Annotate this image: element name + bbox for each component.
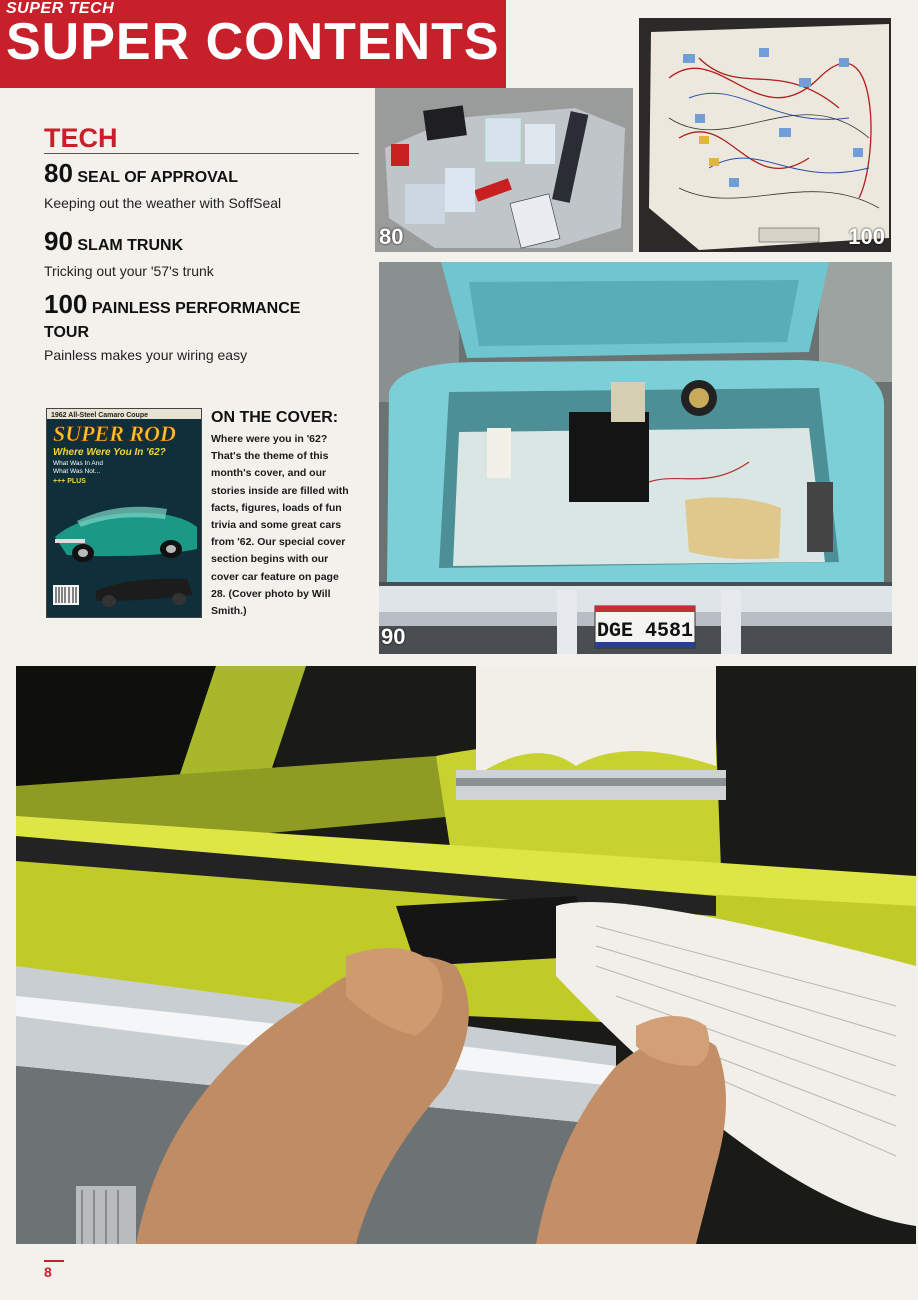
cover-label: ON THE COVER: bbox=[211, 409, 339, 426]
seal-kit-image bbox=[375, 88, 633, 252]
toc-description: Painless makes your wiring easy bbox=[44, 347, 248, 363]
photo-wiring-board[interactable] bbox=[639, 18, 891, 252]
page-title: SUPER CONTENTS bbox=[6, 13, 500, 71]
cover-plus: +++ PLUS bbox=[53, 478, 86, 485]
cover-topline: 1962 All-Steel Camaro Coupe bbox=[51, 412, 148, 419]
cover-headline: Where Were You In '62? bbox=[53, 447, 166, 458]
toc-title: SLAM TRUNK bbox=[77, 237, 184, 254]
section-title: TECH bbox=[44, 124, 359, 154]
toc-page-number: 80 bbox=[44, 158, 73, 188]
cover-thumbnail[interactable] bbox=[46, 408, 202, 618]
page-number-rule bbox=[44, 1260, 64, 1262]
cover-caption bbox=[211, 409, 349, 620]
header-band bbox=[0, 0, 506, 88]
cover-image bbox=[47, 409, 201, 617]
photo-page-badge: 90 bbox=[381, 624, 406, 649]
page-number: 8 bbox=[44, 1264, 52, 1280]
toc-page-number: 100 bbox=[44, 289, 88, 319]
cover-description: Where were you in '62? That's the theme of this month's cover, and our stories inside are filled with facts, figures, loads of fun trivia and some great cars from '62. Our special cover section begins with our cover car feature on page 28. (Cover photo by Will Smith.) bbox=[211, 433, 349, 618]
toc-description: Tricking out your '57's trunk bbox=[44, 263, 214, 279]
photo-seal-kit[interactable] bbox=[375, 88, 633, 252]
section-kicker: SUPER TECH bbox=[6, 0, 115, 17]
cover-sub2: What Was Not... bbox=[53, 468, 101, 475]
photo-trunk[interactable] bbox=[379, 262, 892, 654]
toc-title: SEAL OF APPROVAL bbox=[77, 169, 238, 186]
photo-applying-sealant[interactable] bbox=[16, 666, 916, 1244]
toc-title: PAINLESS PERFORMANCE TOUR bbox=[44, 300, 301, 341]
toc-entry-80[interactable] bbox=[44, 158, 364, 211]
toc-description: Keeping out the weather with SoffSeal bbox=[44, 195, 282, 211]
sealant-application-image bbox=[16, 666, 916, 1244]
cover-magazine-name: SUPER ROD bbox=[53, 421, 176, 446]
photo-page-badge: 80 bbox=[379, 224, 404, 249]
toc-entry-100[interactable] bbox=[44, 289, 344, 363]
toc-entry-90[interactable] bbox=[44, 226, 364, 279]
cover-sub1: What Was In And bbox=[53, 460, 103, 467]
photo-page-badge: 100 bbox=[848, 224, 885, 249]
license-plate-text: DGE 4581 bbox=[596, 620, 694, 643]
wiring-board-image bbox=[639, 18, 891, 252]
trunk-image bbox=[379, 262, 892, 654]
toc-page-number: 90 bbox=[44, 226, 73, 256]
